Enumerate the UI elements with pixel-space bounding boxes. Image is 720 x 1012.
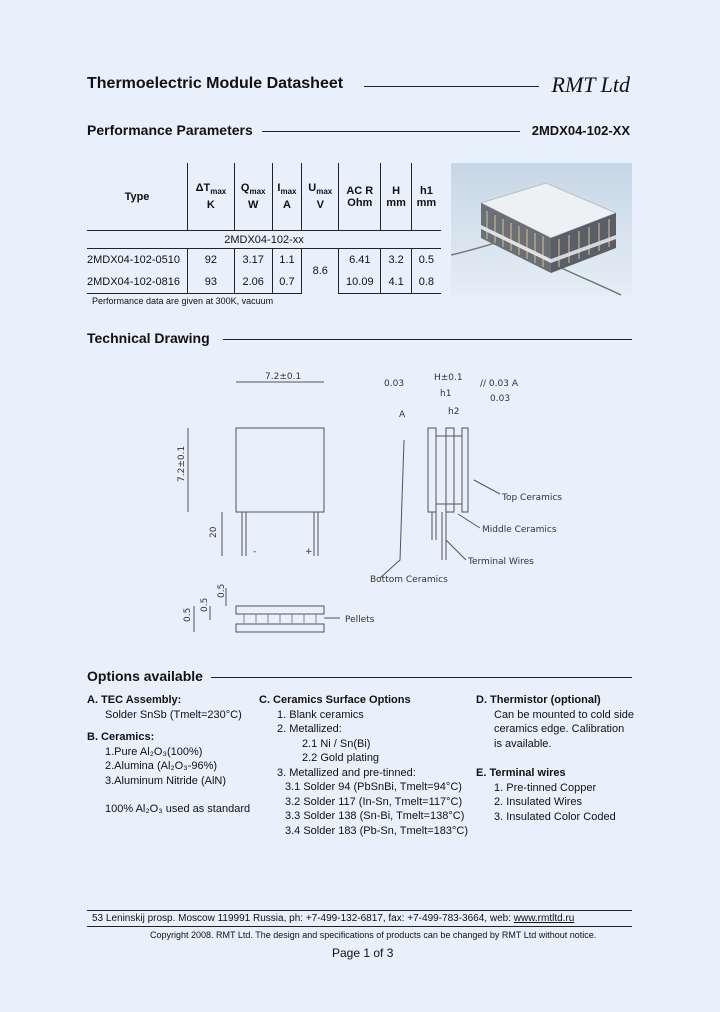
- label-plus: +: [305, 547, 313, 557]
- group-row: [87, 231, 441, 249]
- col-dtmax: $\Delta T_{max}$ K: [188, 163, 235, 231]
- option-a-title: A. TEC Assembly:: [87, 694, 182, 706]
- address-text: 53 Leninskij prosp. Moscow 119991 Russia, ph: +7-499-132-6817, fax: +7-499-783-3664, web:: [92, 913, 511, 924]
- cell-i: 0.7: [272, 271, 302, 294]
- option-c-line: 3.2 Solder 117 (In-Sn, Tmelt=117°C): [285, 795, 463, 808]
- website-link[interactable]: www.rmtltd.ru: [513, 913, 575, 924]
- dim-lead: 20: [209, 526, 219, 538]
- col-h: H mm: [381, 163, 411, 231]
- option-a-item: Solder SnSb (Tmelt=230°C): [105, 708, 242, 721]
- option-c: [259, 693, 474, 838]
- option-c-title: C. Ceramics Surface Options: [259, 694, 411, 706]
- page-number: Page 1 of 3: [332, 946, 394, 960]
- option-c-line: 2.2 Gold plating: [302, 752, 380, 764]
- cell-q: 3.17: [234, 249, 272, 272]
- dim-h2: h2: [448, 407, 460, 417]
- dim-height: 7.2±0.1: [177, 445, 187, 482]
- cell-h1: 0.8: [411, 271, 441, 294]
- label-minus: -: [253, 547, 257, 557]
- option-c-line: 3.3 Solder 138 (Sn-Bi, Tmelt=138°C): [285, 810, 465, 822]
- option-c-line: 1. Blank ceramics: [277, 708, 364, 721]
- option-d-line: is available.: [494, 737, 552, 750]
- table-header-row: [87, 163, 441, 231]
- brand-logo-text: RMT Ltd: [551, 72, 630, 97]
- option-d: [476, 693, 636, 824]
- option-b-item: 3.Aluminum Nitride (AlN): [105, 774, 227, 787]
- performance-heading: Performance Parameters: [87, 122, 253, 138]
- option-c-line: 3.1 Solder 94 (PbSnBi, Tmelt=94°C): [285, 781, 462, 793]
- footer-rule-2: [87, 926, 632, 927]
- option-c-line: 3. Metallized and pre-tinned:: [277, 766, 416, 779]
- option-d-line: Can be mounted to cold side: [494, 708, 635, 721]
- option-d-line: ceramics edge. Calibration: [494, 723, 625, 735]
- footer-rule: [87, 910, 632, 911]
- dim-h1: h1: [440, 389, 452, 399]
- group-label: 2MDX04-102-xx: [87, 231, 441, 249]
- module-photo: [451, 163, 632, 297]
- cell-q: 2.06: [234, 271, 272, 294]
- cell-i: 1.1: [272, 249, 302, 272]
- dim-small-1: 0.5: [183, 607, 193, 622]
- cell-dt: 93: [188, 271, 235, 294]
- drawing-rule: [223, 339, 632, 340]
- option-c-line: 3.4 Solder 183 (Pb-Sn, Tmelt=183°C): [285, 824, 469, 837]
- dim-width: 7.2±0.1: [265, 372, 302, 382]
- col-h1: h1 mm: [411, 163, 441, 231]
- option-e-line: 3. Insulated Color Coded: [494, 810, 616, 823]
- document-title: Thermoelectric Module Datasheet: [87, 75, 344, 92]
- option-c-line: 2. Metallized:: [277, 723, 342, 735]
- option-b-note: 100% Al₂O₃ used as standard: [105, 803, 251, 815]
- col-imax: $I_{max}$ A: [272, 163, 302, 231]
- cell-type: 2MDX04-102-0510: [87, 254, 180, 266]
- options-rule: [211, 677, 632, 678]
- option-e-title: E. Terminal wires: [476, 767, 566, 779]
- table-row: [87, 271, 441, 294]
- cell-h1: 0.5: [411, 249, 441, 272]
- option-d-title: D. Thermistor (optional): [476, 694, 601, 706]
- performance-table: [87, 163, 441, 294]
- technical-drawing: [0, 360, 720, 660]
- option-b-item: 2.Alumina (Al₂O₃-96%): [105, 760, 218, 772]
- datum-a: A: [399, 410, 406, 420]
- col-acr: AC R Ohm: [339, 163, 381, 231]
- option-b-item: 1.Pure Al₂O₃(100%): [105, 745, 203, 758]
- flatness-1: 0.03: [384, 379, 405, 389]
- label-pellets: Pellets: [345, 615, 375, 625]
- option-c-line: 2.1 Ni / Sn(Bi): [302, 737, 371, 750]
- col-qmax: $Q_{max}$ W: [234, 163, 272, 231]
- cell-dt: 92: [188, 249, 235, 272]
- table-row: [87, 249, 441, 272]
- performance-rule: [262, 131, 520, 132]
- dim-small-2: 0.5: [200, 597, 210, 612]
- drawing-heading: Technical Drawing: [87, 330, 210, 346]
- cell-h: 4.1: [381, 271, 411, 294]
- cell-r: 6.41: [339, 249, 381, 272]
- cell-r: 10.09: [339, 271, 381, 294]
- cell-h: 3.2: [381, 249, 411, 272]
- options-heading: Options available: [87, 668, 203, 684]
- col-umax: $U_{max}$ V: [302, 163, 339, 231]
- performance-note: Performance data are given at 300K, vacuum: [92, 296, 274, 306]
- cell-type: 2MDX04-102-0816: [87, 271, 188, 294]
- cell-u: 8.6: [302, 249, 339, 294]
- parallel-tol: // 0.03 A: [480, 379, 518, 389]
- label-middle-ceramics: Middle Ceramics: [482, 525, 557, 535]
- copyright: Copyright 2008. RMT Ltd. The design and specifications of products can be changed by RMT Ltd without notice.: [150, 930, 597, 940]
- header-rule: [364, 86, 539, 87]
- flatness-2: 0.03: [490, 394, 511, 404]
- option-a: [87, 693, 257, 817]
- footer-address: [92, 913, 574, 924]
- label-bottom-ceramics: Bottom Ceramics: [370, 575, 448, 585]
- option-e-line: 1. Pre-tinned Copper: [494, 781, 597, 794]
- option-b-title: B. Ceramics:: [87, 731, 155, 743]
- label-top-ceramics: Top Ceramics: [502, 493, 562, 503]
- dim-h: H±0.1: [434, 373, 463, 383]
- col-type: Type: [124, 190, 150, 203]
- option-e-line: 2. Insulated Wires: [494, 796, 583, 808]
- module-illustration: [451, 163, 632, 297]
- model-code: 2MDX04-102-XX: [531, 123, 630, 138]
- label-terminal-wires: Terminal Wires: [468, 557, 534, 567]
- front-view-outline: [236, 428, 324, 512]
- dim-small-3: 0.5: [217, 583, 227, 598]
